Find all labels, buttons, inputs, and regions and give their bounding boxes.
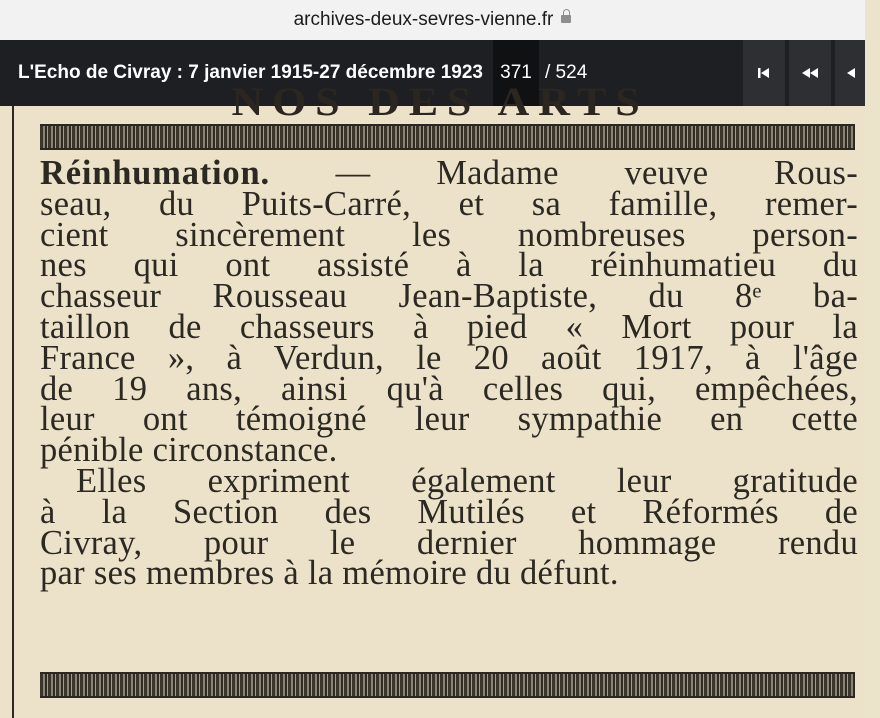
- article-line: cient sincèrement les nombreuses person-: [40, 215, 858, 254]
- article-heading: Réinhumation.: [40, 154, 270, 192]
- article-line: Civray, pour le dernier hommage rendu: [40, 523, 858, 562]
- article-line: à la Section des Mutilés et Réformés de: [40, 492, 858, 531]
- document-title: L'Echo de Civray : 7 janvier 1915-27 décembre 1923: [18, 62, 483, 83]
- article-line: pénible circonstance.: [40, 431, 338, 470]
- article-line: leur ont témoigné leur sympathie en cette: [40, 400, 858, 439]
- lock-icon: [561, 15, 571, 23]
- article-line: seau, du Puits-Carré, et sa famille, remer-: [40, 184, 858, 223]
- article-line: France », à Verdun, le 20 août 1917, à l'âge: [40, 338, 858, 377]
- article-line: taillon de chasseurs à pied « Mort pour la: [40, 307, 858, 346]
- article-text: [40, 154, 858, 593]
- article-line: de 19 ans, ainsi qu'à celles qui, empêchées,: [40, 369, 858, 408]
- article-line: Elles expriment également leur gratitude: [76, 461, 858, 500]
- newspaper-scan: [0, 79, 865, 718]
- address-bar[interactable]: [0, 0, 865, 40]
- article-line: par ses membres à la mémoire du défunt.: [40, 554, 619, 593]
- article-line: Réinhumation. — Madame veuve Rous-: [40, 154, 858, 192]
- article-line: nes qui ont assisté à la réinhumatieu du: [40, 246, 858, 285]
- header-fragment: NOS DES ARTS: [231, 79, 649, 124]
- url-text[interactable]: archives-deux-sevres-vienne.fr: [293, 9, 554, 30]
- page-total: / 524: [545, 62, 588, 83]
- ornamental-band: [40, 672, 855, 698]
- column-rule: [12, 106, 14, 718]
- page-number-input[interactable]: 371: [493, 40, 539, 106]
- article-line: chasseur Rousseau Jean-Baptiste, du 8ᵉ ba-: [40, 277, 858, 316]
- ornamental-band: [40, 124, 855, 150]
